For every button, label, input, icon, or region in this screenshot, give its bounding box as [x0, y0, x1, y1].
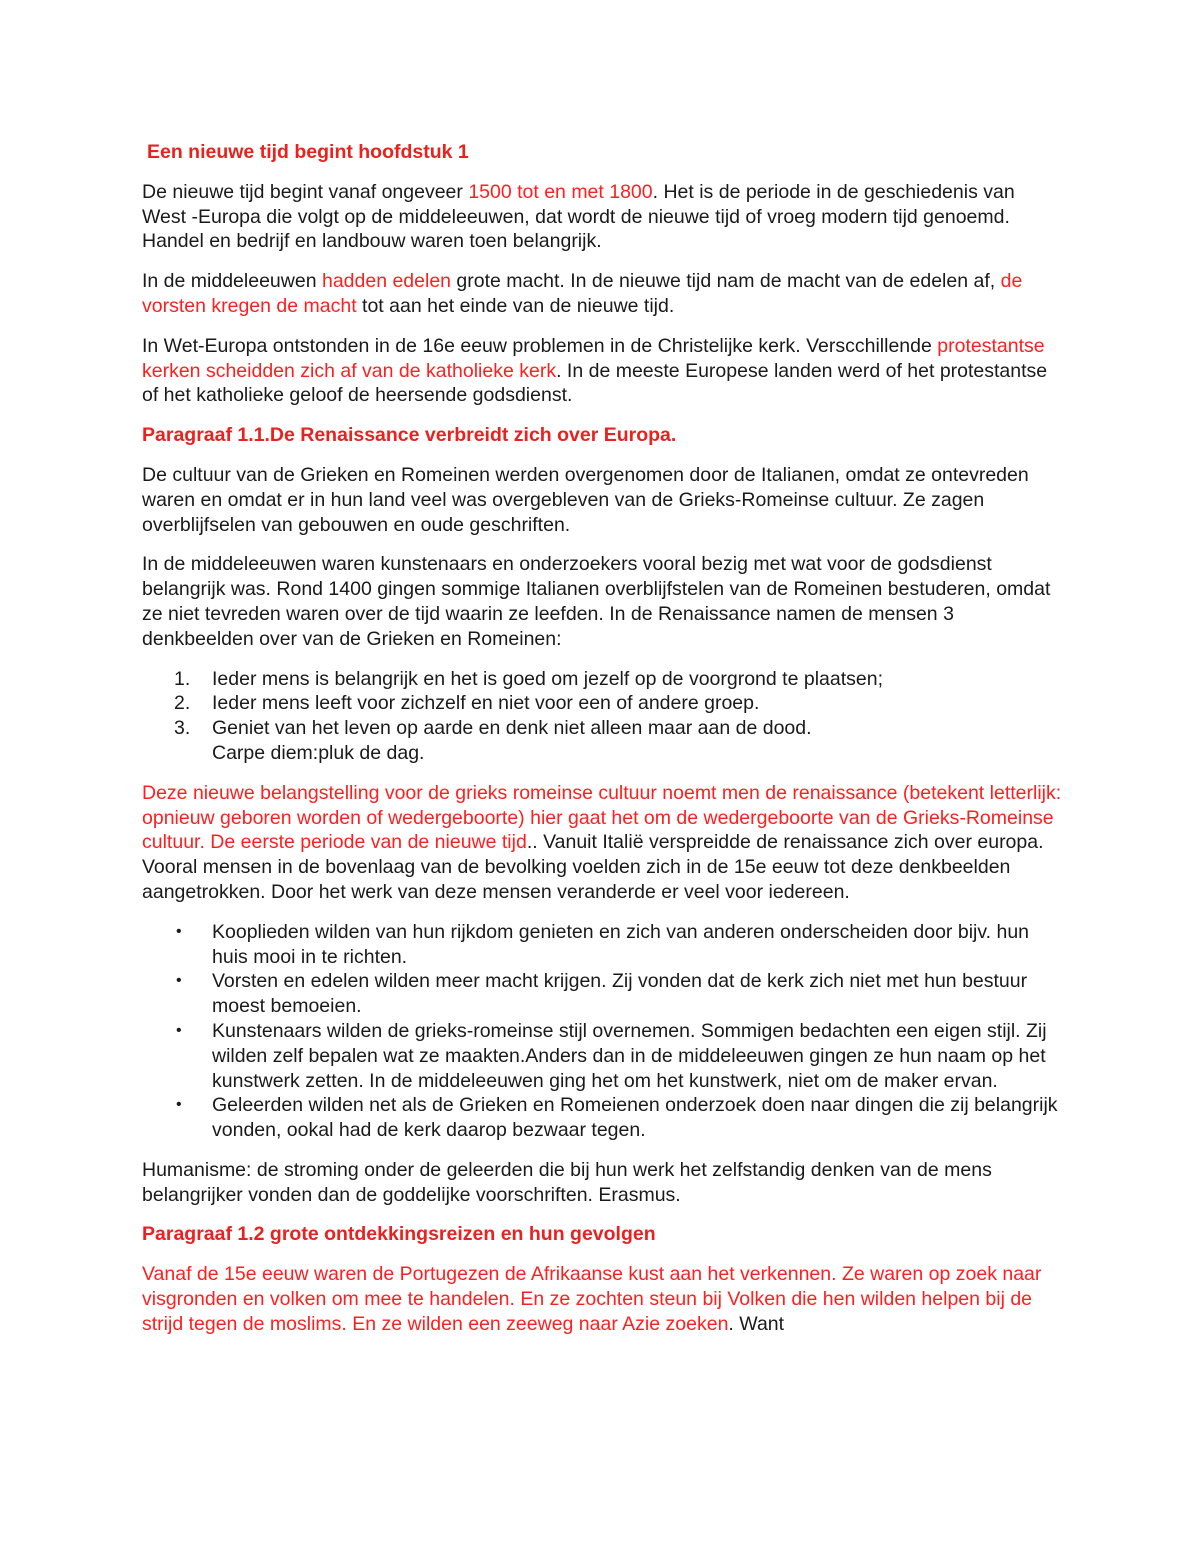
paragraph-church	[142, 334, 1062, 408]
text-run: grote macht. In de nieuwe tijd nam de macht van de edelen af,	[451, 270, 1001, 293]
highlighted-text: Vanaf de 15e eeuw waren de Portugezen de Afrikaanse kust aan het verkennen. Ze waren op zoek naar visgronden en volken om mee te handelen. En ze zochten steun bij Volken die hen wilden helpen bij de strijd tegen de moslims. En ze wilden een zeeweg naar Azie zoeken	[142, 1263, 1042, 1335]
paragraph-renaissance	[142, 781, 1062, 905]
list-number: 1.	[174, 667, 191, 690]
text-run: . In de meeste Europese landen werd of het protestantse of het katholieke geloof de heersende godsdienst.	[142, 359, 1048, 407]
highlighted-text: Deze nieuwe belangstelling voor de grieks romeinse cultuur noemt men de renaissance (betekent letterlijk: opnieuw geboren worden of wedergeboorte) hier gaat het om de wedergeboorte van de Grieks-Romeinse cultuur. De eerste periode van de nieuwe tijd	[142, 781, 1062, 854]
paragraph-middle-ages: In de middeleeuwen waren kunstenaars en onderzoekers vooral bezig met wat voor de godsdienst belangrijk was. Rond 1400 gingen sommige Italianen overblijfstelen van de Romeinen bestuderen, omdat ze niet tevreden waren over de tijd waarin ze leefden. In de Renaissance namen de mensen 3 denkbeelden over van de Grieken en Romeinen:	[142, 553, 1051, 650]
paragraph-intro	[142, 180, 1062, 254]
text-run: tot aan het einde van de nieuwe tijd.	[356, 294, 675, 317]
paragraph-culture: De cultuur van de Grieken en Romeinen werden overgenomen door de Italianen, omdat ze ontevreden waren en omdat er in hun land veel was overgebleven van de Grieks-Romeinse cultuur. Ze zagen overblijfselen van gebouwen en oude geschriften.	[142, 463, 1029, 536]
list-item-text: Geleerden wilden net als de Grieken en Romeienen onderzoek doen naar dingen die zij belangrijk vonden, ookal had de kerk daarop bezwaar tegen.	[212, 1094, 1058, 1142]
list-number: 2.	[174, 692, 191, 715]
list-item	[142, 667, 1062, 692]
paragraph-power	[142, 269, 1062, 319]
list-item	[142, 1019, 1062, 1093]
paragraph-humanism: Humanisme: de stroming onder de geleerden die bij hun werk het zelfstandig denken van de mens belangrijker vonden dan de goddelijke voorschriften. Erasmus.	[142, 1158, 992, 1206]
text-run: De nieuwe tijd begint vanaf ongeveer	[142, 180, 469, 203]
text-run: In de middeleeuwen	[142, 270, 322, 293]
list-item-text: Kunstenaars wilden de grieks-romeinse stijl overnemen. Sommigen bedachten een eigen stijl. Zij wilden zelf bepalen wat ze maakten.Anders dan in de middeleeuwen gingen ze hun naam op het kunstwerk zetten. In de middeleeuwen ging het om het kunstwerk, niet om de maker ervan.	[212, 1019, 1047, 1092]
text-run: .. Vanuit Italië verspreidde de renaissance zich over europa. Vooral mensen in de bovenlaag van de bevolking voelden zich in de 15e eeuw tot deze denkbeelden aangetrokken. Door het werk van deze mensen veranderde er veel voor iedereen.	[142, 831, 1044, 903]
highlighted-text: hadden edelen	[321, 270, 452, 293]
list-item	[142, 716, 1062, 766]
list-item	[142, 920, 1062, 970]
list-item	[142, 1093, 1062, 1143]
bullet-icon: •	[176, 1096, 182, 1114]
text-run: In Wet-Europa ontstonden in de 16e eeuw problemen in de Christelijke kerk. Verscchillende	[142, 334, 938, 357]
section-heading-1-2: Paragraaf 1.2 grote ontdekkingsreizen en hun gevolgen	[142, 1223, 656, 1246]
highlighted-text: protestantse kerken scheidden zich af van de katholieke kerk	[142, 334, 1045, 382]
highlighted-text: 1500 tot en met 1800	[468, 180, 653, 203]
list-item-text: Ieder mens leeft voor zichzelf en niet voor een of andere groep.	[212, 692, 760, 715]
bullet-icon: •	[176, 1021, 182, 1039]
list-item-text: Ieder mens is belangrijk en het is goed om jezelf op de voorgrond te plaatsen;	[212, 667, 883, 690]
chapter-title: Een nieuwe tijd begint hoofdstuk 1	[147, 141, 469, 163]
bullet-icon: •	[176, 922, 182, 940]
list-item-extra: Carpe diem:pluk de dag.	[212, 741, 425, 764]
list-item-text: Vorsten en edelen wilden meer macht krijgen. Zij vonden dat de kerk zich niet met hun bestuur moest bemoeien.	[212, 970, 1028, 1018]
list-item-text: Kooplieden wilden van hun rijkdom genieten en zich van anderen onderscheiden door bijv. hun huis mooi in te richten.	[212, 920, 1030, 968]
bullet-list	[142, 920, 1062, 1143]
list-number: 3.	[174, 717, 191, 740]
document-body	[142, 140, 1062, 1352]
section-heading-1-1: Paragraaf 1.1.De Renaissance verbreidt zich over Europa.	[142, 424, 677, 447]
paragraph-discoveries	[142, 1262, 1062, 1336]
list-item-text: Geniet van het leven op aarde en denk niet alleen maar aan de dood.	[212, 717, 812, 740]
ordered-list	[142, 667, 1062, 766]
text-run: . Want	[728, 1312, 785, 1335]
bullet-icon: •	[176, 972, 182, 990]
highlighted-text: de vorsten kregen de macht	[142, 270, 1023, 317]
text-run: . Het is de periode in de geschiedenis van West -Europa die volgt op de middeleeuwen, dat wordt de nieuwe tijd of vroeg modern tijd genoemd. Handel en bedrijf en landbouw waren toen belangrijk.	[142, 180, 1015, 253]
list-item	[142, 691, 1062, 716]
list-item	[142, 969, 1062, 1019]
